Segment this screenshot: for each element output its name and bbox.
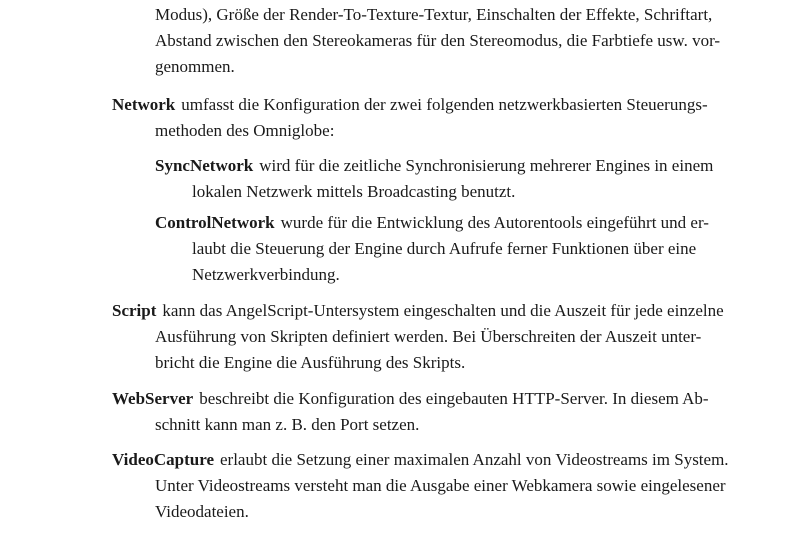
term-webserver: WebServer	[112, 389, 194, 408]
definition-text: umfasst die Konfiguration der zwei folgenden netzwerkbasierten Steuerungs-	[181, 95, 708, 114]
text-line: Videodateien.	[155, 502, 249, 521]
text-line: methoden des Omniglobe:	[155, 121, 335, 140]
term-script: Script	[112, 301, 157, 320]
term-controlnetwork: ControlNetwork	[155, 213, 275, 232]
text-line: schnitt kann man z. B. den Port setzen.	[155, 415, 420, 434]
text-line: Modus), Größe der Render-To-Texture-Textur, Einschalten der Effekte, Schriftart,	[155, 5, 713, 24]
text-line: lokalen Netzwerk mittels Broadcasting benutzt.	[192, 182, 516, 201]
text-line: Netzwerkverbindung.	[192, 265, 340, 284]
definition-videocapture	[112, 447, 736, 525]
definition-controlnetwork	[155, 210, 736, 288]
definition-text: kann das AngelScript-Untersystem eingeschalten und die Auszeit für jede einzelne	[162, 301, 724, 320]
definition-text: wurde für die Entwicklung des Autorentools eingeführt und er-	[280, 213, 709, 232]
term-syncnetwork: SyncNetwork	[155, 156, 254, 175]
definition-network	[112, 92, 736, 144]
text-line: bricht die Engine die Ausführung des Skripts.	[155, 353, 466, 372]
text-line: genommen.	[155, 57, 235, 76]
text-line: Abstand zwischen den Stereokameras für den Stereomodus, die Farbtiefe usw. vor-	[155, 31, 721, 50]
text-line: laubt die Steuerung der Engine durch Aufrufe ferner Funktionen über eine	[192, 239, 697, 258]
text-line: Ausführung von Skripten definiert werden. Bei Überschreiten der Auszeit unter-	[155, 327, 702, 346]
definition-script	[112, 298, 736, 376]
definition-text: beschreibt die Konfiguration des eingebauten HTTP-Server. In diesem Ab-	[199, 389, 709, 408]
definition-syncnetwork	[155, 153, 736, 205]
definition-webserver	[112, 386, 736, 438]
term-videocapture: VideoCapture	[112, 450, 214, 469]
text-line: Unter Videostreams versteht man die Ausgabe einer Webkamera sowie eingelesener	[155, 476, 726, 495]
continuation-paragraph	[155, 2, 736, 80]
definition-text: erlaubt die Setzung einer maximalen Anzahl von Videostreams im System.	[220, 450, 729, 469]
definition-text: wird für die zeitliche Synchronisierung mehrerer Engines in einem	[259, 156, 714, 175]
term-network: Network	[112, 95, 176, 114]
